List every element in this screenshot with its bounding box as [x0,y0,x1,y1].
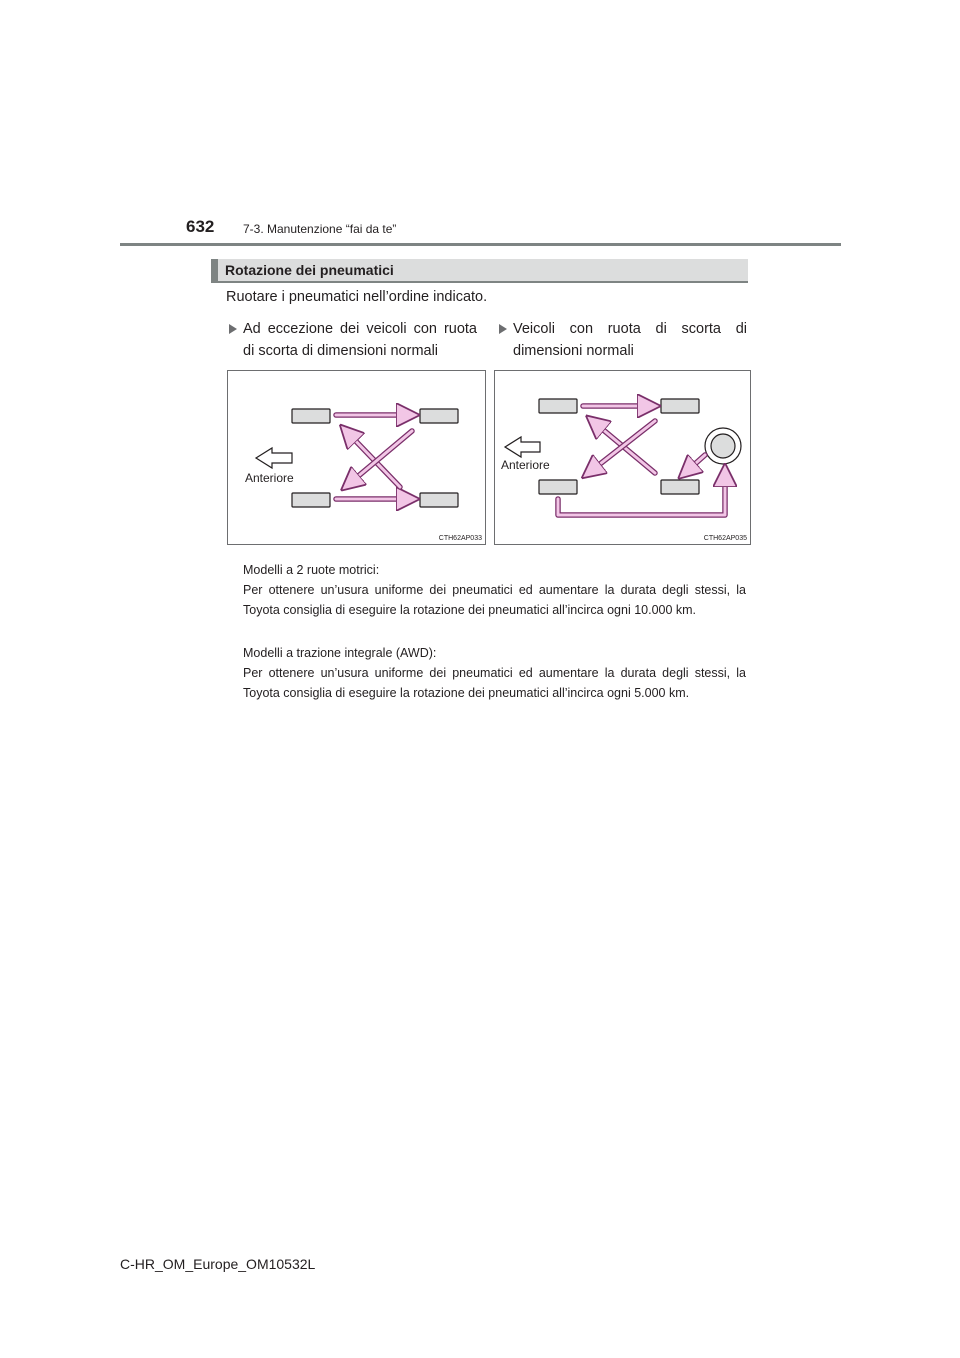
section-marker [211,259,218,283]
section-title-bar [211,259,748,283]
rotation-arrows [336,415,412,499]
front-label: Anteriore [501,458,550,472]
rotation-arrows [558,406,725,515]
tire-front-left [539,399,577,413]
figure-code: CTH62AP033 [438,535,482,542]
subheading-text: Veicoli con ruota di scorta di dimensioni normali [513,321,747,359]
section-title: Rotazione dei pneumatici [225,262,394,278]
front-direction-arrow-icon [256,448,292,468]
note-2wd [243,560,746,620]
footer-doc-code: C-HR_OM_Europe_OM10532L [120,1256,316,1272]
spare-tire [705,428,741,464]
note-body: Per ottenere un’usura uniforme dei pneumatici ed aumentare la durata degli stessi, la Toyota consiglia di eseguire la rotazione dei pneumatici all’incirca ogni 10.000 km. [243,583,746,617]
note-body: Per ottenere un’usura uniforme dei pneumatici ed aumentare la durata degli stessi, la Toyota consiglia di eseguire la rotazione dei pneumatici all’incirca ogni 5.000 km. [243,666,746,700]
tire-front-left [292,409,330,423]
rotation-diagram-standard [227,370,486,545]
rotation-diagram-full-spare [494,370,751,545]
subheading-standard [229,318,477,362]
tire-rear-left [661,399,699,413]
tire-front-right [292,493,330,507]
figure-code: CTH62AP035 [703,535,747,542]
header-divider [120,243,841,246]
tire-rear-right [661,480,699,494]
tire-rear-left [420,409,458,423]
chapter-title: 7-3. Manutenzione “fai da te” [243,222,397,236]
tire-rear-right [420,493,458,507]
page-number: 632 [186,217,215,236]
intro-text: Ruotare i pneumatici nell’ordine indicato. [226,289,488,305]
note-title: Modelli a 2 ruote motrici: [243,563,380,577]
arrow-loop-to-spare [558,475,725,515]
front-label: Anteriore [245,471,294,485]
bullet-triangle-icon [499,324,507,334]
note-title: Modelli a trazione integrale (AWD): [243,646,437,660]
front-direction-arrow-icon [505,437,540,457]
subheading-full-spare [499,318,747,362]
rotation-diagram-standard-svg [228,371,485,544]
tire-front-right [539,480,577,494]
bullet-triangle-icon [229,324,237,334]
note-awd [243,643,746,703]
subheading-text: Ad eccezione dei veicoli con ruota di scorta di dimensioni normali [243,321,477,359]
